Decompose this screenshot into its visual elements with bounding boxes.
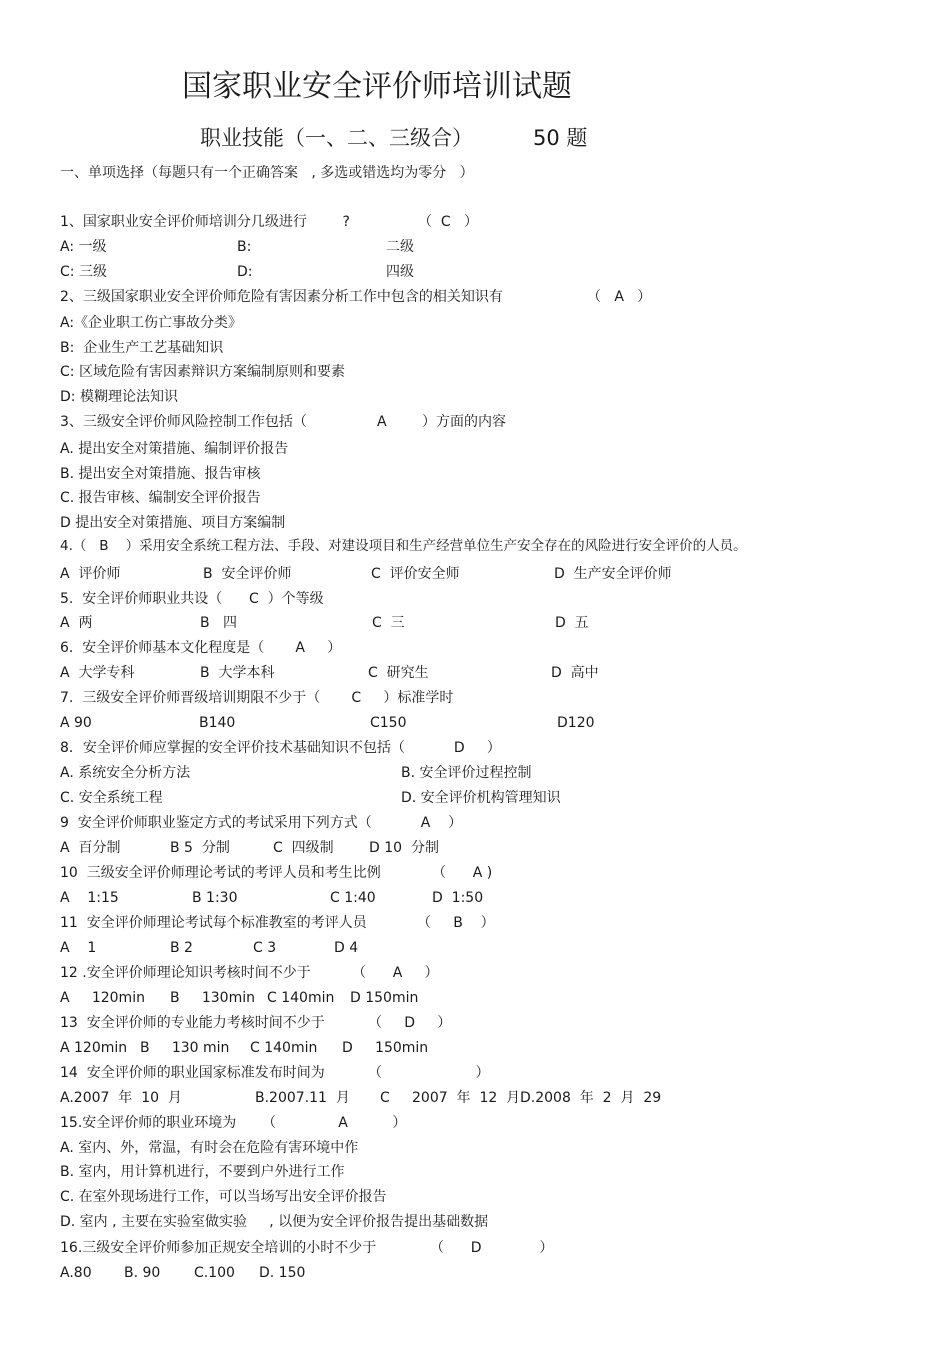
option-10d: D 1:50 [432, 890, 484, 906]
option-10a: A 1:15 [60, 890, 119, 906]
option-2c: C: 区域危险有害因素辩识方案编制原则和要素 [60, 364, 345, 380]
option-14a: A.2007 年 10 月 [60, 1090, 182, 1106]
option-6a: A 大学专科 [60, 665, 135, 681]
question-13: 13 安全评价师的专业能力考核时间不少于 [60, 1015, 325, 1031]
question-16: 16.三级安全评价师参加正规安全培训的小时不少于 [60, 1240, 377, 1256]
option-1b-text: 二级 [386, 239, 414, 255]
option-11b: B 2 [170, 940, 193, 956]
option-14c: C 2007 年 12 月 [380, 1090, 521, 1106]
option-8d: D. 安全评价机构管理知识 [401, 790, 561, 806]
option-16c: C.100 [194, 1265, 235, 1281]
option-4b: B 安全评价师 [203, 566, 292, 582]
option-9a: A 百分制 [60, 840, 121, 856]
option-5b: B 四 [200, 615, 237, 631]
option-11c: C 3 [253, 940, 277, 956]
answer-2: （ A ） [587, 289, 652, 305]
option-15d: D. 室内 , 主要在实验室做实验 , 以便为安全评价报告提出基础数据 [60, 1214, 489, 1230]
option-11a: A 1 [60, 940, 97, 956]
question-6: 6. 安全评价师基本文化程度是（ A ） [60, 640, 342, 656]
option-16b: B. 90 [124, 1265, 161, 1281]
option-6b: B 大学本科 [200, 665, 275, 681]
option-7c: C150 [370, 715, 407, 731]
option-12b: B 130min [170, 990, 255, 1006]
option-2a: A:《企业职工伤亡事故分类》 [60, 315, 243, 331]
page-subtitle: 职业技能（一、二、三级合） [200, 126, 473, 150]
answer-15: （ A ） [262, 1115, 407, 1131]
option-6d: D 高中 [551, 665, 599, 681]
option-7a: A 90 [60, 715, 92, 731]
option-8c: C. 安全系统工程 [60, 790, 163, 806]
question-4: 4.（ B ）采用安全系统工程方法、手段、对建设项目和生产经营单位生产安全存在的风险进行安全评价的人员。 [60, 538, 747, 554]
question-15: 15.安全评价师的职业环境为 [60, 1115, 237, 1131]
option-1d-label: D: [237, 264, 253, 280]
option-9b: B 5 分制 [170, 840, 230, 856]
page-title: 国家职业安全评价师培训试题 [182, 69, 572, 104]
option-3d: D 提出安全对策措施、项目方案编制 [60, 515, 286, 531]
section-header: 一、单项选择（每题只有一个正确答案 , 多选或错选均为零分 ） [60, 165, 474, 181]
question-10: 10 三级安全评价师理论考试的考评人员和考生比例 [60, 865, 381, 881]
answer-11: （ B ） [417, 915, 495, 931]
question-5: 5. 安全评价师职业共设（ C ）个等级 [60, 591, 324, 607]
option-7b: B140 [199, 715, 236, 731]
option-15c: C. 在室外现场进行工作，可以当场写出安全评价报告 [60, 1189, 387, 1205]
option-1c: C: 三级 [60, 264, 107, 280]
question-11: 11 安全评价师理论考试每个标准教室的考评人员 [60, 915, 367, 931]
option-15a: A. 室内、外，常温，有时会在危险有害环境中作 [60, 1140, 359, 1156]
option-13d: D 150min [342, 1040, 429, 1056]
option-9c: C 四级制 [273, 840, 334, 856]
option-8b: B. 安全评价过程控制 [401, 765, 532, 781]
option-16a: A.80 [60, 1265, 92, 1281]
option-1d-text: 四级 [386, 264, 414, 280]
option-16d: D. 150 [259, 1265, 306, 1281]
option-4c: C 评价安全师 [371, 566, 460, 582]
question-1: 1、国家职业安全评价师培训分几级进行 ? [60, 214, 350, 230]
option-13a: A 120min [60, 1040, 128, 1056]
option-14b: B.2007.11 月 [255, 1090, 350, 1106]
option-12c: C 140min [267, 990, 335, 1006]
option-5c: C 三 [372, 615, 405, 631]
option-4a: A 评价师 [60, 566, 121, 582]
answer-14: （ ） [368, 1065, 490, 1081]
option-12a: A 120min [60, 990, 145, 1006]
option-8a: A. 系统安全分析方法 [60, 765, 191, 781]
option-5d: D 五 [555, 615, 589, 631]
answer-3: A [377, 414, 387, 430]
option-14d: D.2008 年 2 月 29 [520, 1090, 662, 1106]
question-12: 12 .安全评价师理论知识考核时间不少于 [60, 965, 311, 981]
option-3a: A. 提出安全对策措施、编制评价报告 [60, 441, 289, 457]
question-7: 7. 三级安全评价师晋级培训期限不少于（ C ）标准学时 [60, 690, 454, 706]
question-2: 2、三级国家职业安全评价师危险有害因素分析工作中包含的相关知识有 [60, 289, 503, 305]
question-14: 14 安全评价师的职业国家标准发布时间为 [60, 1065, 325, 1081]
option-1b-label: B: [237, 239, 252, 255]
question-3-end: ）方面的内容 [422, 414, 506, 430]
option-4d: D 生产安全评价师 [554, 566, 672, 582]
option-5a: A 两 [60, 615, 93, 631]
option-2b: B: 企业生产工艺基础知识 [60, 340, 224, 356]
option-3c: C. 报告审核、编制安全评价报告 [60, 490, 261, 506]
option-6c: C 研究生 [368, 665, 429, 681]
option-13b: B 130 min [140, 1040, 230, 1056]
option-10b: B 1:30 [192, 890, 238, 906]
answer-16: （ D ） [430, 1240, 554, 1256]
question-9: 9 安全评价师职业鉴定方式的考试采用下列方式（ A ） [60, 815, 463, 831]
option-7d: D120 [557, 715, 595, 731]
question-8: 8．安全评价师应掌握的安全评价技术基础知识不包括（ D ） [60, 740, 501, 756]
answer-10: （ A ) [432, 865, 493, 881]
option-11d: D 4 [334, 940, 359, 956]
option-10c: C 1:40 [330, 890, 376, 906]
answer-13: （ D ） [368, 1015, 452, 1031]
answer-12: （ A ） [352, 965, 439, 981]
option-12d: D 150min [350, 990, 419, 1006]
answer-1: （ C ） [418, 214, 479, 230]
question-count: 50 题 [533, 126, 588, 150]
option-1a: A: 一级 [60, 239, 107, 255]
option-9d: D 10 分制 [369, 840, 439, 856]
option-13c: C 140min [250, 1040, 318, 1056]
option-2d: D: 模糊理论法知识 [60, 389, 178, 405]
option-15b: B. 室内，用计算机进行，不要到户外进行工作 [60, 1164, 345, 1180]
question-3: 3、三级安全评价师风险控制工作包括（ [60, 414, 307, 430]
option-3b: B. 提出安全对策措施、报告审核 [60, 466, 261, 482]
